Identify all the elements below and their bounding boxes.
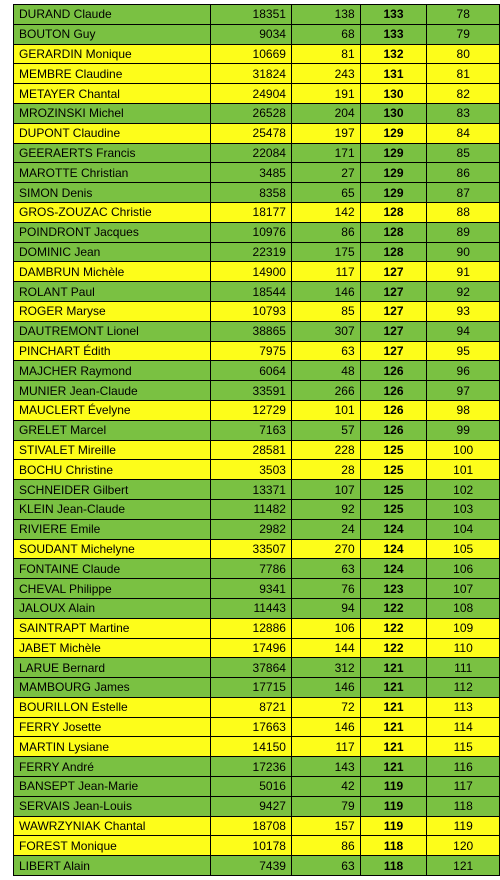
participant-name-cell: SIMON Denis <box>14 183 211 203</box>
count-cell: 107 <box>291 480 360 500</box>
participant-name-cell: GROS-ZOUZAC Christie <box>14 202 211 222</box>
participant-name-cell: MEMBRE Claudine <box>14 64 211 84</box>
count-cell: 86 <box>291 222 360 242</box>
score-cell: 129 <box>360 163 427 183</box>
participant-name-cell: DUPONT Claudine <box>14 123 211 143</box>
value-cell: 14150 <box>211 737 292 757</box>
count-cell: 228 <box>291 440 360 460</box>
value-cell: 11443 <box>211 598 292 618</box>
rank-cell: 78 <box>427 5 500 25</box>
results-table-body <box>14 5 500 876</box>
score-cell: 128 <box>360 222 427 242</box>
participant-name-cell: LIBERT Alain <box>14 856 211 876</box>
participant-name-cell: STIVALET Mireille <box>14 440 211 460</box>
rank-cell: 121 <box>427 856 500 876</box>
participant-name-cell: MAUCLERT Évelyne <box>14 400 211 420</box>
value-cell: 28581 <box>211 440 292 460</box>
rank-cell: 108 <box>427 598 500 618</box>
score-cell: 121 <box>360 737 427 757</box>
table-row <box>14 796 500 816</box>
rank-cell: 116 <box>427 757 500 777</box>
participant-name-cell: FERRY Josette <box>14 717 211 737</box>
rank-cell: 86 <box>427 163 500 183</box>
count-cell: 117 <box>291 262 360 282</box>
count-cell: 57 <box>291 420 360 440</box>
participant-name-cell: ROLANT Paul <box>14 282 211 302</box>
rank-cell: 104 <box>427 519 500 539</box>
participant-name-cell: POINDRONT Jacques <box>14 222 211 242</box>
count-cell: 94 <box>291 598 360 618</box>
count-cell: 142 <box>291 202 360 222</box>
rank-cell: 90 <box>427 242 500 262</box>
table-row <box>14 103 500 123</box>
rank-cell: 97 <box>427 381 500 401</box>
score-cell: 130 <box>360 84 427 104</box>
participant-name-cell: CHEVAL Philippe <box>14 579 211 599</box>
score-cell: 132 <box>360 44 427 64</box>
participant-name-cell: MUNIER Jean-Claude <box>14 381 211 401</box>
value-cell: 7786 <box>211 559 292 579</box>
score-cell: 127 <box>360 341 427 361</box>
table-row <box>14 559 500 579</box>
table-row <box>14 341 500 361</box>
value-cell: 10669 <box>211 44 292 64</box>
participant-name-cell: DAUTREMONT Lionel <box>14 321 211 341</box>
table-row <box>14 143 500 163</box>
count-cell: 146 <box>291 282 360 302</box>
rank-cell: 91 <box>427 262 500 282</box>
count-cell: 175 <box>291 242 360 262</box>
count-cell: 27 <box>291 163 360 183</box>
table-row <box>14 539 500 559</box>
rank-cell: 114 <box>427 717 500 737</box>
count-cell: 63 <box>291 856 360 876</box>
table-row <box>14 777 500 797</box>
participant-name-cell: DAMBRUN Michèle <box>14 262 211 282</box>
table-row <box>14 361 500 381</box>
rank-cell: 115 <box>427 737 500 757</box>
score-cell: 126 <box>360 420 427 440</box>
score-cell: 130 <box>360 103 427 123</box>
count-cell: 79 <box>291 796 360 816</box>
score-cell: 121 <box>360 658 427 678</box>
rank-cell: 80 <box>427 44 500 64</box>
value-cell: 6064 <box>211 361 292 381</box>
value-cell: 18708 <box>211 816 292 836</box>
table-row <box>14 301 500 321</box>
participant-name-cell: DURAND Claude <box>14 5 211 25</box>
table-row <box>14 638 500 658</box>
table-row <box>14 579 500 599</box>
value-cell: 10976 <box>211 222 292 242</box>
participant-name-cell: ROGER Maryse <box>14 301 211 321</box>
participant-name-cell: MAROTTE Christian <box>14 163 211 183</box>
rank-cell: 95 <box>427 341 500 361</box>
participant-name-cell: SERVAIS Jean-Louis <box>14 796 211 816</box>
score-cell: 133 <box>360 24 427 44</box>
score-cell: 119 <box>360 796 427 816</box>
score-cell: 124 <box>360 539 427 559</box>
rank-cell: 118 <box>427 796 500 816</box>
score-cell: 129 <box>360 123 427 143</box>
value-cell: 22084 <box>211 143 292 163</box>
score-cell: 122 <box>360 638 427 658</box>
participant-name-cell: DOMINIC Jean <box>14 242 211 262</box>
table-row <box>14 480 500 500</box>
rank-cell: 92 <box>427 282 500 302</box>
value-cell: 9427 <box>211 796 292 816</box>
rank-cell: 84 <box>427 123 500 143</box>
rank-cell: 93 <box>427 301 500 321</box>
table-row <box>14 836 500 856</box>
participant-name-cell: FERRY André <box>14 757 211 777</box>
rank-cell: 98 <box>427 400 500 420</box>
table-row <box>14 163 500 183</box>
table-row <box>14 618 500 638</box>
count-cell: 76 <box>291 579 360 599</box>
table-row <box>14 816 500 836</box>
count-cell: 144 <box>291 638 360 658</box>
participant-name-cell: MAMBOURG James <box>14 678 211 698</box>
rank-cell: 120 <box>427 836 500 856</box>
participant-name-cell: LARUE Bernard <box>14 658 211 678</box>
value-cell: 37864 <box>211 658 292 678</box>
score-cell: 121 <box>360 697 427 717</box>
count-cell: 28 <box>291 460 360 480</box>
score-cell: 126 <box>360 381 427 401</box>
participant-name-cell: GEERAERTS Francis <box>14 143 211 163</box>
value-cell: 3503 <box>211 460 292 480</box>
participant-name-cell: MROZINSKI Michel <box>14 103 211 123</box>
rank-cell: 94 <box>427 321 500 341</box>
table-row <box>14 499 500 519</box>
rank-cell: 102 <box>427 480 500 500</box>
rank-cell: 87 <box>427 183 500 203</box>
score-cell: 121 <box>360 678 427 698</box>
count-cell: 171 <box>291 143 360 163</box>
score-cell: 127 <box>360 282 427 302</box>
count-cell: 157 <box>291 816 360 836</box>
rank-cell: 96 <box>427 361 500 381</box>
score-cell: 128 <box>360 242 427 262</box>
participant-name-cell: KLEIN Jean-Claude <box>14 499 211 519</box>
score-cell: 122 <box>360 598 427 618</box>
value-cell: 38865 <box>211 321 292 341</box>
rank-cell: 83 <box>427 103 500 123</box>
value-cell: 10178 <box>211 836 292 856</box>
table-row <box>14 856 500 876</box>
count-cell: 85 <box>291 301 360 321</box>
participant-name-cell: SOUDANT Michelyne <box>14 539 211 559</box>
count-cell: 191 <box>291 84 360 104</box>
rank-cell: 119 <box>427 816 500 836</box>
score-cell: 119 <box>360 816 427 836</box>
rank-cell: 109 <box>427 618 500 638</box>
rank-cell: 85 <box>427 143 500 163</box>
participant-name-cell: FOREST Monique <box>14 836 211 856</box>
count-cell: 270 <box>291 539 360 559</box>
count-cell: 146 <box>291 678 360 698</box>
count-cell: 146 <box>291 717 360 737</box>
table-row <box>14 678 500 698</box>
table-row <box>14 717 500 737</box>
score-cell: 129 <box>360 143 427 163</box>
table-row <box>14 321 500 341</box>
value-cell: 5016 <box>211 777 292 797</box>
score-cell: 118 <box>360 856 427 876</box>
score-cell: 131 <box>360 64 427 84</box>
rank-cell: 79 <box>427 24 500 44</box>
count-cell: 86 <box>291 836 360 856</box>
table-row <box>14 5 500 25</box>
rank-cell: 107 <box>427 579 500 599</box>
score-cell: 124 <box>360 559 427 579</box>
table-row <box>14 420 500 440</box>
table-row <box>14 84 500 104</box>
rank-cell: 100 <box>427 440 500 460</box>
rank-cell: 82 <box>427 84 500 104</box>
participant-name-cell: SAINTRAPT Martine <box>14 618 211 638</box>
value-cell: 2982 <box>211 519 292 539</box>
score-cell: 127 <box>360 301 427 321</box>
rank-cell: 113 <box>427 697 500 717</box>
table-row <box>14 44 500 64</box>
rank-cell: 110 <box>427 638 500 658</box>
participant-name-cell: GERARDIN Monique <box>14 44 211 64</box>
count-cell: 42 <box>291 777 360 797</box>
score-cell: 122 <box>360 618 427 638</box>
value-cell: 18177 <box>211 202 292 222</box>
participant-name-cell: MAJCHER Raymond <box>14 361 211 381</box>
value-cell: 9341 <box>211 579 292 599</box>
score-cell: 128 <box>360 202 427 222</box>
value-cell: 31824 <box>211 64 292 84</box>
value-cell: 7439 <box>211 856 292 876</box>
participant-name-cell: BOCHU Christine <box>14 460 211 480</box>
table-row <box>14 598 500 618</box>
count-cell: 117 <box>291 737 360 757</box>
results-table <box>13 4 500 876</box>
table-row <box>14 460 500 480</box>
value-cell: 9034 <box>211 24 292 44</box>
table-row <box>14 381 500 401</box>
table-row <box>14 123 500 143</box>
value-cell: 7975 <box>211 341 292 361</box>
value-cell: 11482 <box>211 499 292 519</box>
value-cell: 17663 <box>211 717 292 737</box>
count-cell: 197 <box>291 123 360 143</box>
value-cell: 14900 <box>211 262 292 282</box>
rank-cell: 81 <box>427 64 500 84</box>
score-cell: 121 <box>360 757 427 777</box>
count-cell: 81 <box>291 44 360 64</box>
value-cell: 33507 <box>211 539 292 559</box>
value-cell: 25478 <box>211 123 292 143</box>
score-cell: 123 <box>360 579 427 599</box>
count-cell: 266 <box>291 381 360 401</box>
value-cell: 3485 <box>211 163 292 183</box>
participant-name-cell: BANSEPT Jean-Marie <box>14 777 211 797</box>
table-row <box>14 24 500 44</box>
count-cell: 72 <box>291 697 360 717</box>
count-cell: 92 <box>291 499 360 519</box>
count-cell: 65 <box>291 183 360 203</box>
table-row <box>14 697 500 717</box>
count-cell: 204 <box>291 103 360 123</box>
score-cell: 119 <box>360 777 427 797</box>
count-cell: 312 <box>291 658 360 678</box>
score-cell: 124 <box>360 519 427 539</box>
score-cell: 125 <box>360 440 427 460</box>
score-cell: 129 <box>360 183 427 203</box>
count-cell: 68 <box>291 24 360 44</box>
count-cell: 24 <box>291 519 360 539</box>
value-cell: 24904 <box>211 84 292 104</box>
value-cell: 7163 <box>211 420 292 440</box>
score-cell: 118 <box>360 836 427 856</box>
value-cell: 18351 <box>211 5 292 25</box>
value-cell: 13371 <box>211 480 292 500</box>
table-row <box>14 757 500 777</box>
table-row <box>14 519 500 539</box>
value-cell: 10793 <box>211 301 292 321</box>
rank-cell: 101 <box>427 460 500 480</box>
score-cell: 133 <box>360 5 427 25</box>
participant-name-cell: MARTIN Lysiane <box>14 737 211 757</box>
value-cell: 17236 <box>211 757 292 777</box>
count-cell: 106 <box>291 618 360 638</box>
participant-name-cell: PINCHART Édith <box>14 341 211 361</box>
count-cell: 307 <box>291 321 360 341</box>
count-cell: 48 <box>291 361 360 381</box>
count-cell: 63 <box>291 341 360 361</box>
table-row <box>14 262 500 282</box>
rank-cell: 111 <box>427 658 500 678</box>
score-cell: 125 <box>360 480 427 500</box>
count-cell: 143 <box>291 757 360 777</box>
value-cell: 12729 <box>211 400 292 420</box>
score-cell: 127 <box>360 321 427 341</box>
value-cell: 12886 <box>211 618 292 638</box>
score-cell: 125 <box>360 499 427 519</box>
participant-name-cell: BOUTON Guy <box>14 24 211 44</box>
count-cell: 63 <box>291 559 360 579</box>
participant-name-cell: FONTAINE Claude <box>14 559 211 579</box>
table-row <box>14 400 500 420</box>
count-cell: 243 <box>291 64 360 84</box>
value-cell: 18544 <box>211 282 292 302</box>
rank-cell: 89 <box>427 222 500 242</box>
score-cell: 126 <box>360 400 427 420</box>
table-row <box>14 440 500 460</box>
participant-name-cell: METAYER Chantal <box>14 84 211 104</box>
rank-cell: 106 <box>427 559 500 579</box>
table-row <box>14 658 500 678</box>
value-cell: 8358 <box>211 183 292 203</box>
count-cell: 101 <box>291 400 360 420</box>
table-row <box>14 282 500 302</box>
value-cell: 22319 <box>211 242 292 262</box>
score-cell: 125 <box>360 460 427 480</box>
score-cell: 127 <box>360 262 427 282</box>
rank-cell: 117 <box>427 777 500 797</box>
table-row <box>14 183 500 203</box>
rank-cell: 103 <box>427 499 500 519</box>
rank-cell: 99 <box>427 420 500 440</box>
value-cell: 33591 <box>211 381 292 401</box>
participant-name-cell: JABET Michèle <box>14 638 211 658</box>
participant-name-cell: WAWRZYNIAK Chantal <box>14 816 211 836</box>
table-row <box>14 64 500 84</box>
participant-name-cell: JALOUX Alain <box>14 598 211 618</box>
table-row <box>14 242 500 262</box>
value-cell: 17496 <box>211 638 292 658</box>
rank-cell: 105 <box>427 539 500 559</box>
table-row <box>14 222 500 242</box>
count-cell: 138 <box>291 5 360 25</box>
value-cell: 8721 <box>211 697 292 717</box>
rank-cell: 88 <box>427 202 500 222</box>
score-cell: 121 <box>360 717 427 737</box>
rank-cell: 112 <box>427 678 500 698</box>
table-row <box>14 737 500 757</box>
value-cell: 17715 <box>211 678 292 698</box>
score-cell: 126 <box>360 361 427 381</box>
participant-name-cell: BOURILLON Estelle <box>14 697 211 717</box>
participant-name-cell: SCHNEIDER Gilbert <box>14 480 211 500</box>
participant-name-cell: RIVIERE Emile <box>14 519 211 539</box>
value-cell: 26528 <box>211 103 292 123</box>
participant-name-cell: GRELET Marcel <box>14 420 211 440</box>
table-row <box>14 202 500 222</box>
